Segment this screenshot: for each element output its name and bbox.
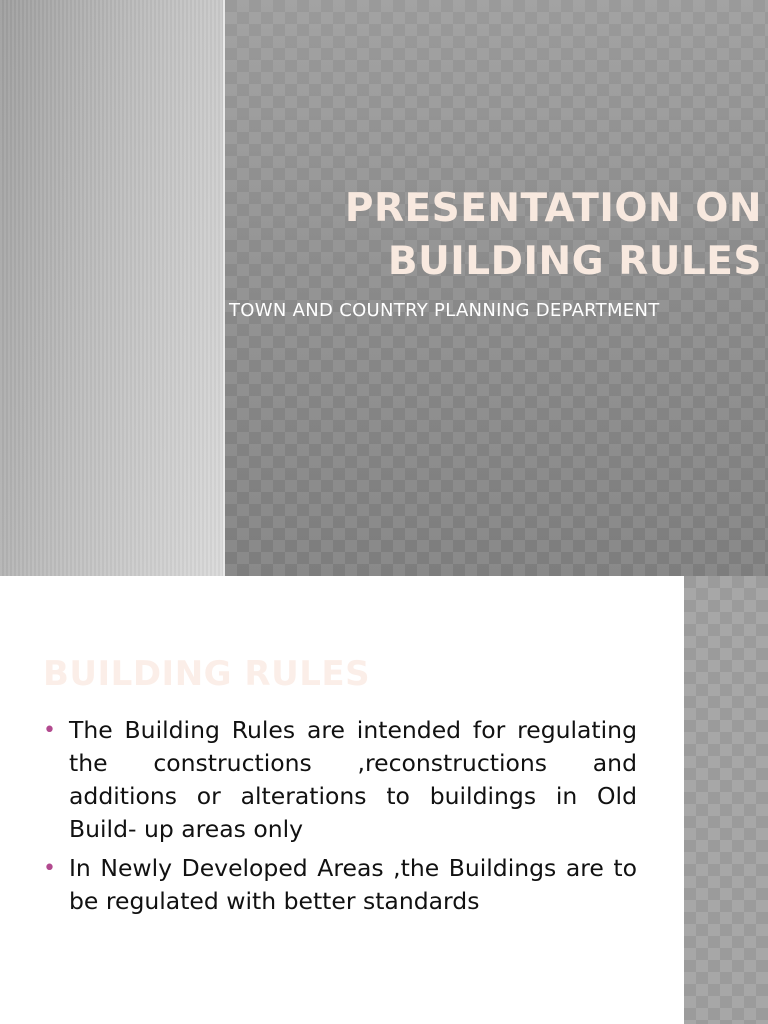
slide-title-line-2: BUILDING RULES <box>387 239 762 284</box>
content-slide <box>0 576 768 1024</box>
bullet-list <box>43 714 637 924</box>
slide-title <box>242 182 762 288</box>
bullet-text: In Newly Developed Areas ,the Buildings are to be regulated with better standards <box>69 854 637 915</box>
bullet-icon: • <box>43 718 56 743</box>
title-slide-right-panel <box>225 0 768 576</box>
bullet-icon: • <box>43 856 56 881</box>
bullet-text: The Building Rules are intended for regulating the constructions ,reconstructions and additions or alterations to buildings in Old Build- up areas only <box>69 716 637 843</box>
content-slide-side-strip <box>684 576 768 1024</box>
content-slide-heading: BUILDING RULES <box>43 654 371 694</box>
slide-title-line-1: PRESENTATION ON <box>344 186 762 231</box>
bullet-item <box>43 852 637 918</box>
slide-subtitle: TOWN AND COUNTRY PLANNING DEPARTMENT <box>229 300 660 321</box>
title-slide-left-panel <box>0 0 223 576</box>
bullet-item <box>43 714 637 846</box>
